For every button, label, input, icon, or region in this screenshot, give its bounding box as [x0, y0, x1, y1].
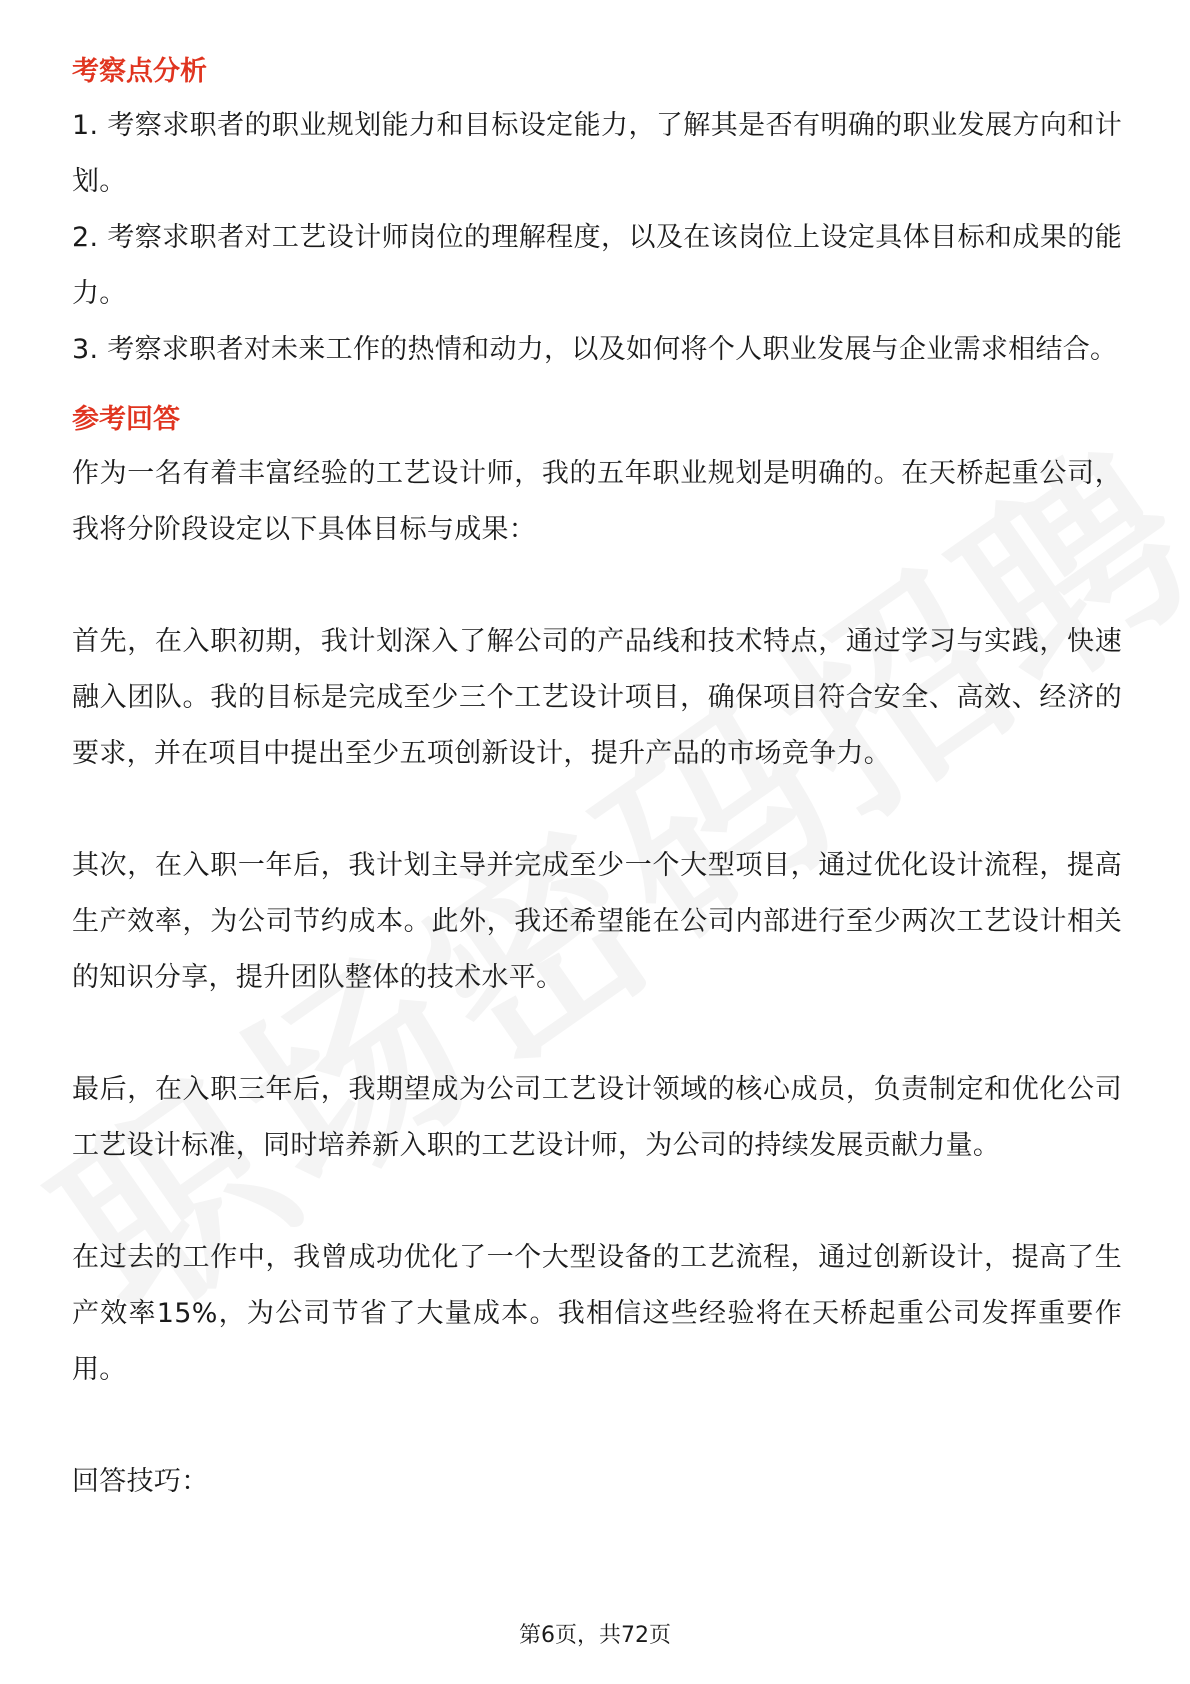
answer-tips-label: 回答技巧： [72, 1466, 209, 1497]
answer-paragraph-first: 首先，在入职初期，我计划深入了解公司的产品线和技术特点，通过学习与实践，快速融入团队。我的目标是完成至少三个工艺设计项目，确保项目符合安全、高效、经济的要求，并在项目中提出至少五项创新设计，提升产品的市场竞争力。 [72, 626, 1122, 769]
analysis-item-1: 1. 考察求职者的职业规划能力和目标设定能力，了解其是否有明确的职业发展方向和计划。 [72, 110, 1122, 197]
answer-heading: 参考回答 [72, 404, 180, 435]
answer-paragraph-experience: 在过去的工作中，我曾成功优化了一个大型设备的工艺流程，通过创新设计，提高了生产效率15%，为公司节省了大量成本。我相信这些经验将在天桥起重公司发挥重要作用。 [72, 1242, 1122, 1385]
answer-paragraph-third: 最后，在入职三年后，我期望成为公司工艺设计领域的核心成员，负责制定和优化公司工艺设计标准，同时培养新入职的工艺设计师，为公司的持续发展贡献力量。 [72, 1074, 1122, 1161]
analysis-item-2: 2. 考察求职者对工艺设计师岗位的理解程度，以及在该岗位上设定具体目标和成果的能力。 [72, 222, 1122, 309]
analysis-item-3: 3. 考察求职者对未来工作的热情和动力，以及如何将个人职业发展与企业需求相结合。 [72, 334, 1118, 365]
answer-paragraph-intro: 作为一名有着丰富经验的工艺设计师，我的五年职业规划是明确的。在天桥起重公司，我将分阶段设定以下具体目标与成果： [72, 458, 1122, 545]
page-number: 第6页，共72页 [519, 1623, 671, 1648]
page-footer [0, 1618, 1190, 1649]
analysis-heading: 考察点分析 [72, 56, 207, 87]
answer-paragraph-second: 其次，在入职一年后，我计划主导并完成至少一个大型项目，通过优化设计流程，提高生产效率，为公司节约成本。此外，我还希望能在公司内部进行至少两次工艺设计相关的知识分享，提升团队整体的技术水平。 [72, 850, 1122, 993]
document-body [72, 52, 1122, 1510]
